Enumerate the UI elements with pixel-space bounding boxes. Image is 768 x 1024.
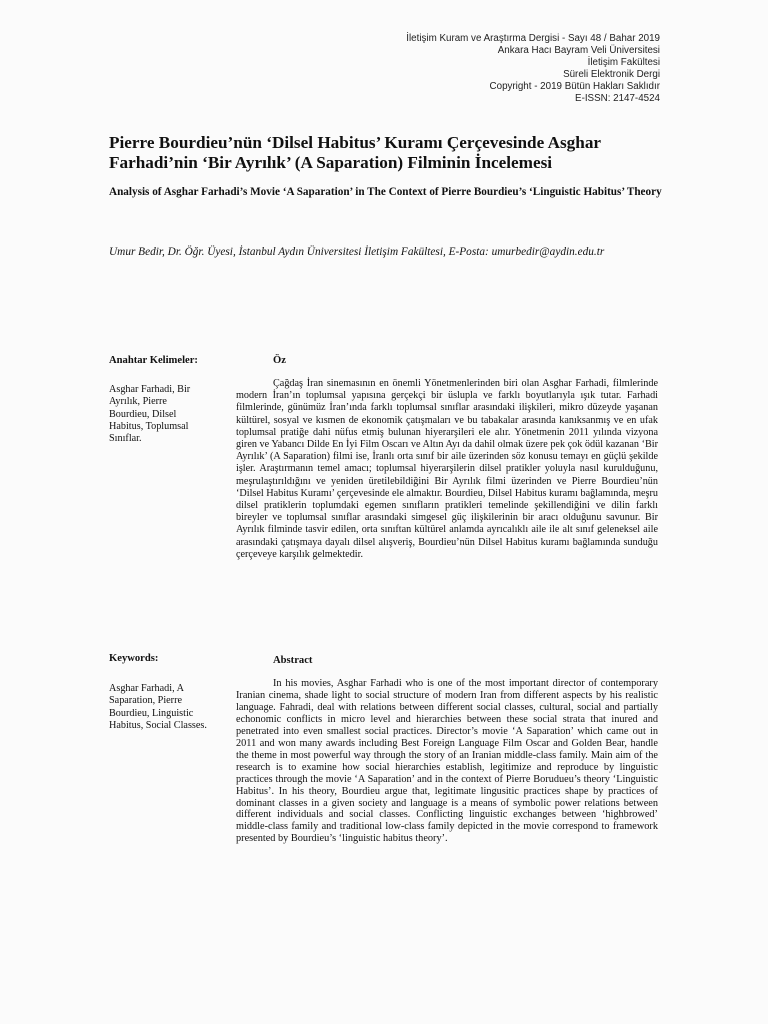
- abstract-text-en: In his movies, Asghar Farhadi who is one of the most important director of contemporary Iranian cinema, shade light to social structure of modern Iran from different aspects by his realistic language. Fahradi, deal with relations between different social classes, cultural, social and partially echonomic conflicts in micro level and hierarchies between these social strata that inured and penetrated into even smallest social practices. Director’s movie ‘A Saparation’ which came out in 2011 and won many awards including Best Foreign Language Film Oscar and Golden Bear, handle the theme in most powerful way through the story of an Iranian middle-class family. Main aim of the research is to examine how social hierarchies establish, legitimize and reproduce by linguistic practices through the movie ‘A Saparation’ and in the context of Pierre Boruduеu’s theory ‘Linguistic Habitus’. In his theory, Bourdieu argue that, legitimate lingusitic practices shape by practices of dominant classes in a given society and language is a means of symbolic power relations between different individuals and social classes. Conflicting linguistic exchanges between ‘highbrowed’ middle-class family and traditional low-class family depicted in the movie correspond to framework presented by Bourdieu’s ‘linguistic habitus theory’.: [236, 678, 658, 845]
- copyright: Copyright - 2019 Bütün Hakları Saklıdır: [489, 81, 660, 93]
- abstract-heading-en: Abstract: [273, 655, 313, 666]
- article-title: Pierre Bourdieu’nün ‘Dilsel Habitus’ Kuramı Çerçevesinde Asghar Farhadi’nin ‘Bir Ayrılık’ (A Saparation) Filminin İncelemesi: [109, 133, 601, 172]
- issn: E-ISSN: 2147-4524: [575, 93, 660, 105]
- journal-type: Süreli Elektronik Dergi: [563, 69, 660, 81]
- keywords-label-tr: Anahtar Kelimeler:: [109, 355, 198, 366]
- abstract-heading-tr: Öz: [273, 355, 286, 366]
- author-line: Umur Bedir, Dr. Öğr. Üyesi, İstanbul Aydın Üniversitesi İletişim Fakültesi, E-Posta: umurbedir@aydin.edu.tr: [109, 246, 605, 258]
- faculty-name: İletişim Fakültesi: [587, 57, 660, 69]
- journal-header: [340, 33, 660, 106]
- abstract-text-tr: Çağdaş İran sinemasının en önemli Yönetmenlerinden biri olan Asghar Farhadi, filmlerinde modern İran’ın toplumsal yapısına gerçekçi bir üslupla ve farklı boyutlarıyla ışık tutar. Farhadi filmlerinde, günümüz İran’ında farklı toplumsal sınıflar arasındaki ilişkileri, mikro düzeyde yaşanan kültürel, sosyal ve kısmen de ekonomik çatışmaları ve bu tabakalar arasında kanıksanmış ve en ufak toplumsal pratiğe dahi nüfus etmiş bulunan hiyerarşileri ele alır. Yönetmenin 2011 yılında vizyona giren ve Yabancı Dilde En İyi Film Oscarı ve Altın Ayı da dahil olmak üzere pek çok ödül kazanan ‘Bir Ayrılık’ (A Saparation) filmi ise, İranlı orta sınıf bir aile üzerinden söz konusu temayı en güçlü şekilde işler. Araştırmanın temel amacı; toplumsal hiyerarşilerin dilsel pratikler yoluyla nasıl kurulduğunu, meşrulaştırıldığını ve yeniden üretilebildiğini Bir Ayrılık filmi üzerinden ve Pierre Bourdieu’nün ‘Dilsel Habitus Kuramı’ çerçevesinde ele almaktır. Bourdieu, Dilsel Habitus kuramı bağlamında, meşru dilsel pratiklerin toplumdaki egemen sınıfların pratikleri temelinde şekillendiğini ve dilin farklı bireyler ve toplumsal sınıflar arasındaki simgesel güç ilişkilerinin bir aracı olduğunu savunur. Bir Ayrılık filminde tasvir edilen, orta sınıftan kültürel anlamda ayrıcalıklı aile ile alt sınıf geleneksel aile arasındaki çatışmaya dayalı dilsel alışveriş, Bourdieu’nün Dilsel Habitus kuramı bağlamında sunduğu çerçeveye karşılık gelmektedir.: [236, 378, 658, 560]
- keywords-tr: Asghar Farhadi, Bir Ayrılık, Pierre Bourdieu, Dilsel Habitus, Toplumsal Sınıflar.: [109, 384, 191, 445]
- journal-name: İletişim Kuram ve Araştırma Dergisi - Sayı 48 / Bahar 2019: [406, 33, 660, 44]
- article-subtitle: Analysis of Asghar Farhadi’s Movie ‘A Saparation’ in The Context of Pierre Bourdieu’s ‘Linguistic Habitus’ Theory: [109, 186, 662, 198]
- keywords-label-en: Keywords:: [109, 653, 159, 664]
- keywords-en: Asghar Farhadi, A Saparation, Pierre Bourdieu, Linguistic Habitus, Social Classes.: [109, 683, 207, 731]
- university-name: Ankara Hacı Bayram Veli Üniversitesi: [497, 45, 660, 57]
